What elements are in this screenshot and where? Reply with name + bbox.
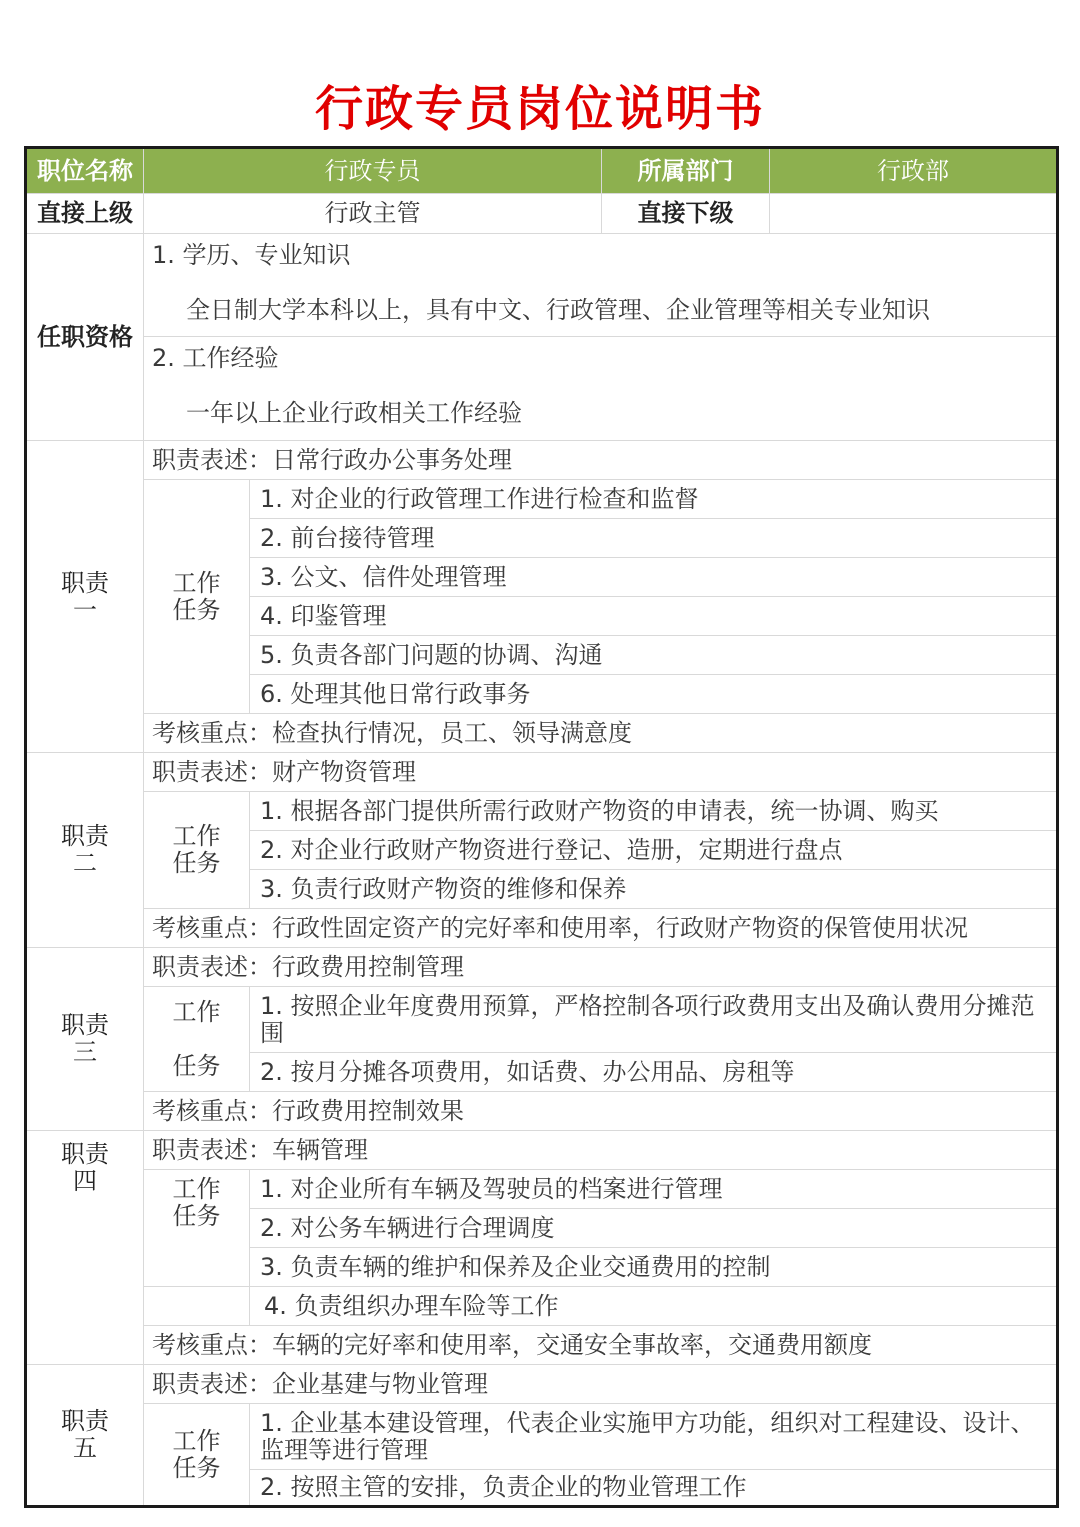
duty-description: 职责表述：财产物资管理 <box>144 753 1058 792</box>
duty-description: 职责表述：企业基建与物业管理 <box>144 1365 1058 1404</box>
superior-label: 直接上级 <box>26 194 144 234</box>
dept-value: 行政部 <box>770 148 1058 194</box>
assessment: 考核重点：行政性固定资产的完好率和使用率，行政财产物资的保管使用状况 <box>144 909 1058 948</box>
qualification-detail: 全日制大学本科以上，具有中文、行政管理、企业管理等相关专业知识 <box>186 296 930 324</box>
duty-label: 职责 五 <box>26 1365 144 1507</box>
qualification-heading: 1. 学历、专业知识 <box>152 241 351 269</box>
reporting-row <box>26 194 1058 234</box>
task-item: 2. 前台接待管理 <box>250 519 1058 558</box>
task-label: 工作 任务 <box>144 480 250 714</box>
assessment: 考核重点：检查执行情况，员工、领导满意度 <box>144 714 1058 753</box>
task-item: 1. 按照企业年度费用预算，严格控制各项行政费用支出及确认费用分摊范围 <box>250 987 1058 1053</box>
qualification-item <box>144 337 1058 441</box>
task-label: 工作 任务 <box>144 792 250 909</box>
task-item: 1. 对企业的行政管理工作进行检查和监督 <box>250 480 1058 519</box>
qualification-heading: 2. 工作经验 <box>152 344 279 372</box>
duty-label: 职责 一 <box>26 441 144 753</box>
task-item: 1. 企业基本建设管理，代表企业实施甲方功能，组织对工程建设、设计、监理等进行管理 <box>250 1404 1058 1470</box>
dept-label: 所属部门 <box>602 148 770 194</box>
task-item: 4. 负责组织办理车险等工作 <box>250 1287 1058 1326</box>
task-item: 2. 按照主管的安排，负责企业的物业管理工作 <box>250 1470 1058 1507</box>
task-label: 工作 任务 <box>144 1404 250 1507</box>
task-item: 1. 根据各部门提供所需行政财产物资的申请表，统一协调、购买 <box>250 792 1058 831</box>
subordinate-label: 直接下级 <box>602 194 770 234</box>
subordinate-value <box>770 194 1058 234</box>
task-item: 6. 处理其他日常行政事务 <box>250 675 1058 714</box>
qualifications-label: 任职资格 <box>26 234 144 441</box>
job-description-table <box>24 146 1059 1508</box>
superior-value: 行政主管 <box>144 194 602 234</box>
duty-description: 职责表述：车辆管理 <box>144 1131 1058 1170</box>
position-label: 职位名称 <box>26 148 144 194</box>
position-value: 行政专员 <box>144 148 602 194</box>
task-item: 4. 印鉴管理 <box>250 597 1058 636</box>
task-label: 工作 任务 <box>144 1170 250 1287</box>
duty-description: 职责表述：行政费用控制管理 <box>144 948 1058 987</box>
task-item: 1. 对企业所有车辆及驾驶员的档案进行管理 <box>250 1170 1058 1209</box>
task-item: 2. 对公务车辆进行合理调度 <box>250 1209 1058 1248</box>
task-item: 3. 公文、信件处理管理 <box>250 558 1058 597</box>
assessment: 考核重点：行政费用控制效果 <box>144 1092 1058 1131</box>
task-label: 工作 任务 <box>144 987 250 1092</box>
document-title: 行政专员岗位说明书 <box>314 81 765 137</box>
task-item: 3. 负责车辆的维护和保养及企业交通费用的控制 <box>250 1248 1058 1287</box>
task-item: 3. 负责行政财产物资的维修和保养 <box>250 870 1058 909</box>
qualification-detail: 一年以上企业行政相关工作经验 <box>186 399 522 427</box>
qualification-item <box>144 234 1058 337</box>
task-item: 2. 按月分摊各项费用，如话费、办公用品、房租等 <box>250 1053 1058 1092</box>
task-item: 2. 对企业行政财产物资进行登记、造册，定期进行盘点 <box>250 831 1058 870</box>
duty-label: 职责 三 <box>26 948 144 1131</box>
task-item: 5. 负责各部门问题的协调、沟通 <box>250 636 1058 675</box>
assessment: 考核重点：车辆的完好率和使用率，交通安全事故率，交通费用额度 <box>144 1326 1058 1365</box>
duty-description: 职责表述：日常行政办公事务处理 <box>144 441 1058 480</box>
empty-cell <box>144 1287 250 1326</box>
header-row <box>26 148 1058 194</box>
duty-label: 职责 二 <box>26 753 144 948</box>
duty-label: 职责 四 <box>26 1131 144 1365</box>
